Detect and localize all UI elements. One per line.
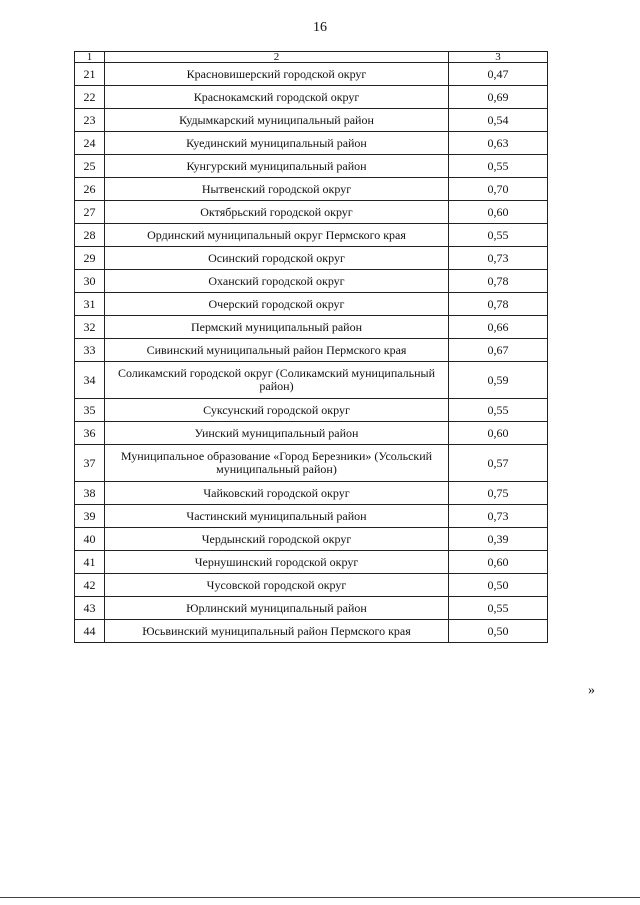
row-number: 21: [75, 63, 105, 86]
coefficient-value: 0,47: [449, 63, 548, 86]
municipality-name: Чусовской городской округ: [105, 574, 449, 597]
coefficient-value: 0,67: [449, 339, 548, 362]
table-row: [75, 224, 548, 247]
column-header-name: 2: [105, 52, 449, 63]
municipality-name: Сивинский муниципальный район Пермского края: [105, 339, 449, 362]
table-row: [75, 339, 548, 362]
municipality-name: Пермский муниципальный район: [105, 316, 449, 339]
table-row: [75, 201, 548, 224]
row-number: 39: [75, 505, 105, 528]
municipality-name: Оханский городской округ: [105, 270, 449, 293]
row-number: 34: [75, 362, 105, 399]
coefficient-value: 0,59: [449, 362, 548, 399]
coefficient-value: 0,66: [449, 316, 548, 339]
coefficient-value: 0,75: [449, 482, 548, 505]
table-row: [75, 574, 548, 597]
coefficient-value: 0,55: [449, 399, 548, 422]
row-number: 22: [75, 86, 105, 109]
row-number: 42: [75, 574, 105, 597]
row-number: 38: [75, 482, 105, 505]
row-number: 26: [75, 178, 105, 201]
row-number: 31: [75, 293, 105, 316]
table-row: [75, 362, 548, 399]
table-row: [75, 482, 548, 505]
column-header-number: 1: [75, 52, 105, 63]
table-row: [75, 399, 548, 422]
coefficient-value: 0,73: [449, 247, 548, 270]
coefficient-value: 0,73: [449, 505, 548, 528]
municipality-name: Куединский муниципальный район: [105, 132, 449, 155]
page-bottom-edge: [0, 897, 640, 898]
table-row: [75, 132, 548, 155]
municipality-name: Суксунский городской округ: [105, 399, 449, 422]
municipality-name: Краснокамский городской округ: [105, 86, 449, 109]
municipality-name: Ординский муниципальный округ Пермского края: [105, 224, 449, 247]
coefficient-value: 0,78: [449, 270, 548, 293]
table-row: [75, 445, 548, 482]
table-row: [75, 505, 548, 528]
coefficient-value: 0,69: [449, 86, 548, 109]
row-number: 24: [75, 132, 105, 155]
municipality-name: Октябрьский городской округ: [105, 201, 449, 224]
row-number: 27: [75, 201, 105, 224]
coefficient-table: [74, 51, 548, 643]
table-header-row: [75, 52, 548, 63]
table-row: [75, 528, 548, 551]
municipality-name: Соликамский городской округ (Соликамский муниципальный район): [105, 362, 449, 399]
coefficient-value: 0,78: [449, 293, 548, 316]
coefficient-value: 0,60: [449, 551, 548, 574]
row-number: 30: [75, 270, 105, 293]
table-row: [75, 316, 548, 339]
table-row: [75, 63, 548, 86]
table-row: [75, 293, 548, 316]
row-number: 43: [75, 597, 105, 620]
municipality-name: Чернушинский городской округ: [105, 551, 449, 574]
row-number: 25: [75, 155, 105, 178]
coefficient-value: 0,60: [449, 422, 548, 445]
municipality-name: Кудымкарский муниципальный район: [105, 109, 449, 132]
column-header-value: 3: [449, 52, 548, 63]
closing-quote-mark: »: [588, 683, 595, 698]
coefficient-value: 0,57: [449, 445, 548, 482]
row-number: 29: [75, 247, 105, 270]
municipality-name: Юсьвинский муниципальный район Пермского края: [105, 620, 449, 643]
municipality-name: Муниципальное образование «Город Березники» (Усольский муниципальный район): [105, 445, 449, 482]
table-row: [75, 422, 548, 445]
row-number: 35: [75, 399, 105, 422]
coefficient-value: 0,60: [449, 201, 548, 224]
municipality-name: Красновишерский городской округ: [105, 63, 449, 86]
coefficient-value: 0,50: [449, 620, 548, 643]
municipality-name: Нытвенский городской округ: [105, 178, 449, 201]
table-row: [75, 620, 548, 643]
coefficient-value: 0,70: [449, 178, 548, 201]
coefficient-value: 0,55: [449, 597, 548, 620]
row-number: 28: [75, 224, 105, 247]
row-number: 23: [75, 109, 105, 132]
table-row: [75, 270, 548, 293]
row-number: 32: [75, 316, 105, 339]
coefficient-value: 0,63: [449, 132, 548, 155]
row-number: 44: [75, 620, 105, 643]
row-number: 37: [75, 445, 105, 482]
municipality-name: Кунгурский муниципальный район: [105, 155, 449, 178]
table-row: [75, 155, 548, 178]
row-number: 33: [75, 339, 105, 362]
table-row: [75, 247, 548, 270]
coefficient-value: 0,54: [449, 109, 548, 132]
table-row: [75, 86, 548, 109]
table-row: [75, 178, 548, 201]
coefficient-value: 0,39: [449, 528, 548, 551]
municipality-name: Осинский городской округ: [105, 247, 449, 270]
coefficient-value: 0,55: [449, 155, 548, 178]
municipality-name: Чердынский городской округ: [105, 528, 449, 551]
page-number: 16: [313, 20, 327, 35]
municipality-name: Частинский муниципальный район: [105, 505, 449, 528]
table-row: [75, 109, 548, 132]
row-number: 41: [75, 551, 105, 574]
table-row: [75, 551, 548, 574]
coefficient-value: 0,55: [449, 224, 548, 247]
coefficient-value: 0,50: [449, 574, 548, 597]
municipality-name: Чайковский городской округ: [105, 482, 449, 505]
municipality-name: Очерский городской округ: [105, 293, 449, 316]
row-number: 36: [75, 422, 105, 445]
municipality-name: Юрлинский муниципальный район: [105, 597, 449, 620]
row-number: 40: [75, 528, 105, 551]
municipality-name: Уинский муниципальный район: [105, 422, 449, 445]
table-row: [75, 597, 548, 620]
